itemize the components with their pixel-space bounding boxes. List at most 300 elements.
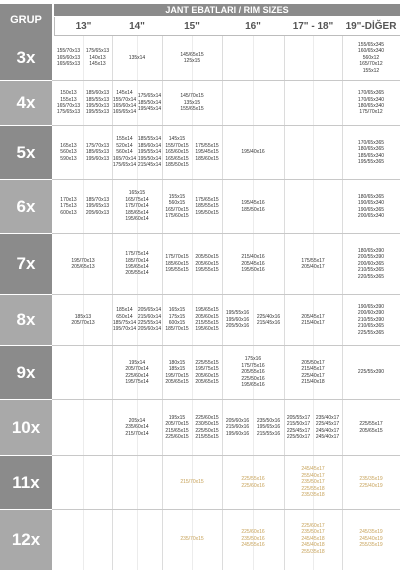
sizes-cell <box>284 456 342 509</box>
sizes-cell <box>342 510 400 568</box>
size-list <box>57 48 80 67</box>
rim-size-value: 165/70x12 <box>359 61 383 68</box>
rim-size-value: 205/70x14 <box>125 366 149 373</box>
rim-size-value: 215/60x16 <box>225 424 250 431</box>
sizes-cell <box>284 180 342 233</box>
sizes-cell <box>284 295 342 345</box>
rim-size-value: 225/40x17 <box>301 372 325 379</box>
rim-size-value: 180/65x340 <box>357 103 385 109</box>
rim-size-value: 245/55x16 <box>241 542 265 549</box>
size-list <box>113 307 136 333</box>
size-list <box>165 307 188 333</box>
sizes-cell <box>162 510 222 568</box>
rim-size-value: 175/55x17 <box>301 257 325 264</box>
rim-size-value: 185/65x340 <box>357 152 385 159</box>
rim-size-value: 255/40x17 <box>301 472 325 479</box>
rim-size-value: 175/65x13 <box>56 109 81 116</box>
rim-size-value: 165/70x13 <box>56 103 81 109</box>
rim-size-value: 225/50x16 <box>241 375 265 382</box>
sizes-cell <box>313 400 342 455</box>
rim-size-value: 205/65x15 <box>195 378 219 385</box>
rim-size-value: 215/50x17 <box>286 421 311 428</box>
rim-size-value: 180/65x365 <box>357 193 385 200</box>
size-list <box>113 90 136 116</box>
size-list <box>241 254 264 273</box>
rim-size-value: 215/40x17 <box>301 320 325 326</box>
col-header-14: 14" <box>112 17 162 36</box>
size-list <box>138 93 161 112</box>
sizes-cell <box>222 456 284 509</box>
rim-size-value: 185x14 <box>116 307 133 314</box>
sizes-cell <box>342 36 400 80</box>
size-list <box>129 55 145 61</box>
sizes-cell <box>162 126 192 179</box>
rim-size-value: 195/65x13 <box>85 203 110 210</box>
size-list <box>180 536 203 542</box>
size-list <box>358 304 384 336</box>
rim-size-value: 185/60x15 <box>195 155 219 162</box>
size-list <box>358 90 384 116</box>
sizes-cell <box>137 295 162 345</box>
rim-size-value: 255/35x19 <box>359 542 383 549</box>
group-9x: 9x <box>0 346 52 399</box>
sizes-cell <box>112 295 137 345</box>
rim-size-value: 205/60x15 <box>195 372 219 379</box>
group-12x: 12x <box>0 510 52 570</box>
size-list <box>125 418 148 437</box>
rim-size-value: 135x14 <box>128 54 146 61</box>
rim-size-value: 145x13 <box>89 61 106 68</box>
sizes-cell <box>112 180 162 233</box>
size-list <box>301 258 324 271</box>
rim-size-value: 225/40x16 <box>256 313 281 320</box>
rim-size-value: 145/65x15 <box>180 51 204 58</box>
rim-size-value: 205/60x14 <box>137 326 162 333</box>
size-list <box>71 314 94 327</box>
rim-size-value: 230/50x15 <box>195 421 219 428</box>
rim-size-value: 145x15 <box>168 136 186 143</box>
rim-size-value: 195x15 <box>168 414 186 421</box>
rim-size-value: 135x15 <box>183 99 201 106</box>
rim-size-value: 215/45x17 <box>301 366 325 373</box>
rim-size-value: 195/70x13 <box>71 257 95 264</box>
rim-size-value: 155/65x345 <box>357 41 385 48</box>
rim-size-value: 155/70x14 <box>112 96 137 103</box>
rim-size-value: 235/35x19 <box>359 476 383 483</box>
rim-size-value: 245/40x18 <box>301 542 325 549</box>
sizes-cell <box>222 180 284 233</box>
col-header-19-other: 19"-DİĞER <box>342 17 400 36</box>
rim-size-value: 195/75x15 <box>195 366 219 373</box>
sizes-cell <box>137 126 162 179</box>
rim-size-value: 205/50x17 <box>301 359 325 366</box>
rim-size-value: 165/70x15 <box>165 206 189 213</box>
rim-size-value: 235/50x16 <box>256 417 281 424</box>
rim-size-value: 140x13 <box>89 54 106 61</box>
size-list <box>125 190 148 222</box>
sizes-cell <box>112 400 162 455</box>
rim-size-value: 175/65x15 <box>195 196 219 203</box>
size-list <box>165 415 188 441</box>
rim-size-value: 195/55x13 <box>85 109 110 116</box>
group-7x: 7x <box>0 234 52 294</box>
rim-size-value: 195x14 <box>128 359 146 366</box>
rim-size-value: 205/60x15 <box>195 313 219 320</box>
sizes-cell <box>222 234 284 294</box>
size-list <box>86 90 109 116</box>
sizes-cell <box>54 180 83 233</box>
size-list <box>301 360 324 386</box>
rim-size-value: 155x12 <box>362 67 380 74</box>
sizes-cell <box>222 36 342 80</box>
rim-size-value: 215/55x16 <box>256 430 281 437</box>
rim-size-value: 195/40x16 <box>241 149 265 156</box>
rim-size-value: 150x13 <box>60 90 77 97</box>
sizes-cell <box>192 400 222 455</box>
rim-size-value: 205/65x15 <box>359 427 383 434</box>
rim-size-value: 165/60x15 <box>165 149 189 156</box>
size-list <box>226 418 249 437</box>
rim-size-value: 215/45x14 <box>137 162 162 169</box>
rim-size-value: 195/70x15 <box>165 372 189 379</box>
rim-size-value: 195/60x13 <box>85 155 110 162</box>
rim-size-value: 235/70x15 <box>180 535 204 542</box>
rim-size-value: 185x15 <box>168 366 186 373</box>
sizes-cell <box>222 346 284 399</box>
rim-size-value: 225/40x19 <box>359 482 383 489</box>
rim-size-value: 210/65x365 <box>357 323 385 330</box>
sizes-cell <box>112 234 162 294</box>
size-list <box>165 254 188 273</box>
sizes-cell <box>342 456 400 509</box>
rim-size-value: 185/70x15 <box>165 326 189 333</box>
sizes-cell <box>192 234 222 294</box>
size-list <box>257 418 280 437</box>
sizes-cell <box>54 36 83 80</box>
rim-size-value: 225/55x14 <box>137 320 162 326</box>
rim-size-value: 225/50x17 <box>286 433 311 440</box>
sizes-cell <box>222 510 284 568</box>
rim-size-value: 175/70x12 <box>359 109 383 116</box>
rim-size-value: 215/40x16 <box>241 254 265 261</box>
rim-size-value: 155x15 <box>168 193 186 200</box>
sizes-cell <box>162 36 222 80</box>
rim-sizes-title: JANT EBATLARI / RIM SIZES <box>54 4 400 16</box>
sizes-cell <box>83 36 112 80</box>
rim-size-value: 155/65x15 <box>180 106 204 113</box>
rim-size-value: 175/60x15 <box>165 212 189 219</box>
size-list <box>71 258 94 271</box>
size-list <box>86 197 109 216</box>
rim-size-value: 170/65x365 <box>357 139 385 146</box>
sizes-cell <box>284 126 342 179</box>
sizes-cell <box>222 126 284 179</box>
rim-size-value: 205/45x17 <box>301 313 325 320</box>
rim-size-value: 195/45x15 <box>195 149 219 156</box>
rim-size-value: 175/65x13 <box>85 48 110 55</box>
sizes-cell <box>342 126 400 179</box>
group-3x: 3x <box>0 36 52 80</box>
rim-size-value: 205/60x13 <box>85 209 110 216</box>
size-list <box>358 42 384 74</box>
rim-size-value: 225/60x15 <box>165 433 189 440</box>
sizes-cell <box>54 234 112 294</box>
rim-size-value: 225/55x18 <box>301 485 325 492</box>
sizes-cell <box>192 346 222 399</box>
rim-size-value: 175/65x14 <box>112 162 137 169</box>
rim-size-value: 225/55x365 <box>357 329 385 336</box>
sizes-cell <box>192 126 222 179</box>
sizes-cell <box>112 36 162 80</box>
rim-size-value: 175/75x14 <box>125 251 149 258</box>
rim-size-value: 225/55x390 <box>357 369 385 376</box>
rim-size-value: 225/60x14 <box>125 372 149 379</box>
rim-size-value: 205/45x16 <box>241 260 265 267</box>
rim-size-value: 175/65x14 <box>137 93 162 100</box>
size-list <box>358 248 384 280</box>
rim-size-value: 145/70x15 <box>180 93 204 100</box>
rim-size-value: 125x15 <box>183 58 201 64</box>
rim-size-value: 185/65x14 <box>125 209 149 216</box>
rim-size-value: 195/55x15 <box>195 267 219 274</box>
rim-size-value: 170x13 <box>60 196 77 203</box>
size-list <box>257 314 280 327</box>
rim-size-value: 185/50x14 <box>137 99 162 106</box>
rim-size-value: 190/65x390 <box>357 303 385 310</box>
rim-size-value: 220/55x365 <box>357 273 385 280</box>
rim-size-value: 195/45x14 <box>137 106 162 113</box>
rim-size-value: 205/60x15 <box>195 260 219 267</box>
rim-size-value: 195/60x16 <box>225 430 250 437</box>
size-list <box>241 356 264 388</box>
sizes-cell <box>192 180 222 233</box>
rim-size-value: 215/55x15 <box>195 320 219 326</box>
rim-size-value: 205/60x16 <box>225 417 250 424</box>
rim-size-value: 235/35x18 <box>301 492 325 499</box>
rim-size-value: 560x14 <box>116 149 133 156</box>
sizes-cell <box>112 81 137 125</box>
sizes-cell <box>162 81 222 125</box>
rim-size-value: 215/70x15 <box>180 479 204 486</box>
rim-size-value: 175/70x14 <box>125 203 149 210</box>
rim-size-value: 195/55x16 <box>225 310 250 317</box>
rim-size-value: 185/60x15 <box>165 260 189 267</box>
sizes-cell <box>162 346 192 399</box>
rim-size-value: 200/55x390 <box>357 254 385 261</box>
rim-size-value: 225/50x15 <box>195 427 219 434</box>
rim-size-value: 600x15 <box>168 320 186 326</box>
rim-size-value: 205/55x17 <box>286 414 311 421</box>
rim-size-value: 225/55x17 <box>359 421 383 428</box>
col-header-13: 13" <box>54 17 112 36</box>
rim-size-value: 235/60x14 <box>125 424 149 431</box>
size-list <box>301 466 324 498</box>
rim-size-value: 560x15 <box>168 200 186 207</box>
rim-size-value: 175/70x13 <box>85 142 110 149</box>
group-11x: 11x <box>0 456 52 509</box>
rim-size-value: 245/40x17 <box>315 427 340 434</box>
size-list <box>358 194 384 220</box>
group-5x: 5x <box>0 126 52 179</box>
size-list <box>60 197 76 216</box>
rim-size-value: 185/50x15 <box>165 162 189 169</box>
rim-size-value: 165/75x14 <box>125 196 149 203</box>
rim-size-value: 175/70x15 <box>165 254 189 261</box>
rim-size-value: 185/60x13 <box>85 90 110 97</box>
rim-size-value: 205/65x15 <box>165 378 189 385</box>
rim-size-value: 195/55x365 <box>357 158 385 165</box>
rim-size-value: 650x14 <box>116 313 133 320</box>
rim-size-value: 175x16 <box>244 356 262 363</box>
rim-size-value: 195/70x14 <box>112 326 137 333</box>
rim-size-value: 165/65x13 <box>56 61 81 68</box>
size-list <box>180 52 203 65</box>
rim-size-value: 195/65x14 <box>125 264 149 270</box>
rim-size-value: 155x14 <box>116 136 133 143</box>
size-list <box>241 476 264 489</box>
size-list <box>195 360 218 386</box>
rim-size-value: 235/50x17 <box>301 479 325 486</box>
rim-size-value: 185/50x16 <box>241 206 265 213</box>
size-list <box>241 149 264 155</box>
size-list <box>86 48 109 67</box>
size-list <box>195 415 218 441</box>
rim-size-value: 225/45x17 <box>286 427 311 434</box>
rim-size-value: 155x13 <box>60 96 77 103</box>
size-list <box>165 136 188 168</box>
rim-size-value: 175x13 <box>60 203 77 210</box>
rim-size-value: 200/60x365 <box>357 260 385 267</box>
rim-size-value: 225/60x17 <box>301 522 325 529</box>
rim-size-value: 195/65x16 <box>241 382 265 389</box>
rim-size-value: 185/70x13 <box>85 196 110 203</box>
group-4x: 4x <box>0 81 52 125</box>
size-list <box>138 136 161 168</box>
rim-size-value: 600x13 <box>60 209 77 216</box>
size-list <box>358 140 384 166</box>
sizes-cell <box>342 180 400 233</box>
rim-size-value: 205/70x13 <box>71 320 95 326</box>
rim-size-value: 520x14 <box>116 142 133 149</box>
group-10x: 10x <box>0 400 52 455</box>
rim-size-value: 205/50x16 <box>225 323 250 330</box>
sizes-cell <box>284 346 342 399</box>
sizes-cell <box>137 81 162 125</box>
size-list <box>57 90 80 116</box>
col-header-16: 16" <box>222 17 284 36</box>
size-list <box>125 360 148 386</box>
sizes-cell <box>83 81 112 125</box>
rim-size-value: 195/60x15 <box>195 326 219 333</box>
rim-size-value: 165/70x14 <box>112 155 137 162</box>
rim-size-value: 180/65x365 <box>357 146 385 153</box>
sizes-cell <box>253 400 284 455</box>
sizes-cell <box>342 81 400 125</box>
rim-size-value: 245/45x18 <box>301 535 325 542</box>
rim-size-value: 185/65x13 <box>85 149 110 156</box>
rim-size-value: 235/40x17 <box>315 414 340 421</box>
rim-size-value: 200/65x340 <box>357 212 385 219</box>
rim-size-value: 180x15 <box>168 359 186 366</box>
rim-size-value: 170/65x340 <box>357 96 385 103</box>
rim-size-value: 225/55x16 <box>241 476 265 483</box>
size-list <box>180 479 203 485</box>
size-list <box>301 314 324 327</box>
sizes-cell <box>342 234 400 294</box>
rim-size-value: 590x13 <box>60 155 77 162</box>
col-header-15: 15" <box>162 17 222 36</box>
col-header-17-18: 17" - 18" <box>284 17 342 36</box>
rim-size-value: 195/45x16 <box>241 200 265 207</box>
sizes-cell <box>284 510 342 568</box>
size-list <box>359 476 382 489</box>
rim-size-value: 215/65x15 <box>165 427 189 434</box>
rim-size-value: 225/60x15 <box>195 414 219 421</box>
rim-size-value: 165x13 <box>60 142 77 149</box>
rim-size-value: 185/70x14 <box>125 257 149 264</box>
size-list <box>287 415 310 441</box>
rim-size-value: 205/40x17 <box>301 264 325 270</box>
rim-size-value: 205/55x14 <box>125 270 149 277</box>
rim-size-value: 195/75x14 <box>125 378 149 385</box>
rim-size-value: 145x14 <box>116 90 133 97</box>
size-list <box>241 200 264 213</box>
rim-size-value: 195/55x15 <box>165 267 189 274</box>
sizes-cell <box>162 180 192 233</box>
rim-size-value: 245/35x19 <box>359 529 383 536</box>
rim-size-value: 235/50x16 <box>241 535 265 542</box>
rim-size-value: 160/65x340 <box>357 48 385 55</box>
sizes-cell <box>192 295 222 345</box>
rim-size-value: 195/50x14 <box>137 155 162 162</box>
rim-size-value: 185x13 <box>74 313 92 320</box>
rim-size-value: 155/70x13 <box>56 48 81 55</box>
rim-size-value: 205/55x16 <box>241 369 265 376</box>
rim-size-value: 225/45x17 <box>315 421 340 428</box>
rim-size-value: 195/65x15 <box>195 307 219 314</box>
rim-size-value: 215/60x14 <box>137 313 162 320</box>
rim-size-value: 215/40x18 <box>301 378 325 385</box>
rim-size-value: 185/75x14 <box>112 320 137 326</box>
rim-size-value: 210/55x390 <box>357 316 385 323</box>
size-list <box>301 523 324 555</box>
sizes-cell <box>83 180 112 233</box>
rim-size-value: 195/50x15 <box>195 209 219 216</box>
rim-size-value: 255/35x18 <box>301 548 325 555</box>
size-list <box>86 143 109 162</box>
sizes-cell <box>162 456 222 509</box>
size-list <box>358 369 384 375</box>
sizes-cell <box>222 400 253 455</box>
rim-size-value: 175x15 <box>168 313 186 320</box>
size-list <box>195 197 218 216</box>
rim-size-value: 215/70x14 <box>125 430 149 437</box>
rim-size-value: 165x15 <box>128 190 146 197</box>
rim-size-value: 185/55x15 <box>195 203 219 210</box>
rim-size-value: 195/50x13 <box>85 103 110 109</box>
size-list <box>195 307 218 333</box>
rim-size-value: 560x13 <box>60 149 77 156</box>
group-8x: 8x <box>0 295 52 345</box>
rim-size-value: 205/50x15 <box>195 254 219 261</box>
rim-size-value: 205x14 <box>128 417 146 424</box>
rim-size-value: 165x15 <box>168 307 186 314</box>
rim-size-value: 235/50x17 <box>301 529 325 536</box>
group-header: GRUP <box>0 4 52 36</box>
sizes-cell <box>162 234 192 294</box>
size-list <box>359 529 382 548</box>
size-list <box>316 415 339 441</box>
